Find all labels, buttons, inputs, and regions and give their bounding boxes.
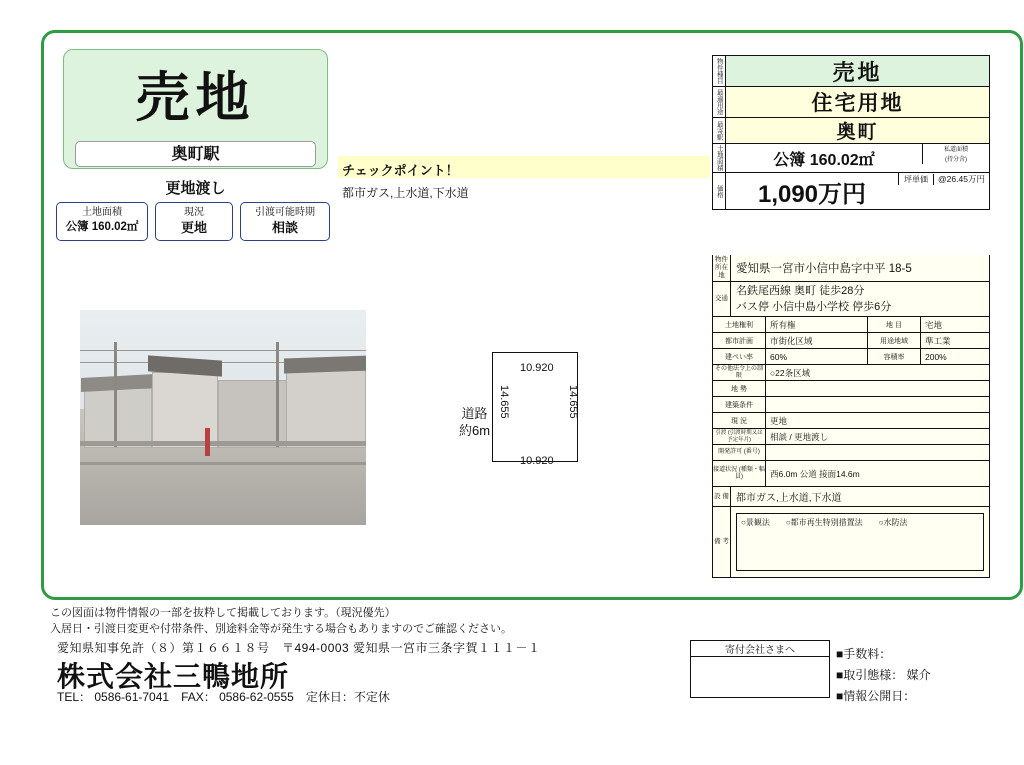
plot-road-line1: 道路 <box>461 406 488 421</box>
details-equip-label: 設 備 <box>713 487 731 506</box>
footer-note-1: この図面は物件情報の一部を抜粋して掲載しております。（現況優先） <box>50 607 396 619</box>
details-row-road <box>713 461 989 487</box>
panel-row-type-label: 物件種目 <box>713 56 726 86</box>
details-row-equip <box>713 487 989 507</box>
details-row-permit <box>713 445 989 461</box>
company-name: 株式会社三鴨地所 <box>57 661 290 692</box>
panel-private-road-sub: (持分含) <box>945 157 967 163</box>
photo-fence <box>80 441 366 446</box>
panel-row-use-value: 住宅用地 <box>726 87 989 117</box>
panel-row-price-label: 価格 <box>713 173 726 209</box>
spec-land-area-value: 公簿 160.02㎡ <box>65 221 139 233</box>
spec-land-area-label: 土地面積 <box>82 207 122 218</box>
footer-publish-date: ■情報公開日： <box>836 689 916 703</box>
photo-marker <box>205 428 210 456</box>
details-equip-value: 都市ガス,上水道,下水道 <box>736 493 842 504</box>
details-other-label: その他法令上の制限 <box>713 365 766 380</box>
details-memo-checks: ○景観法 ○都市再生特別措置法 ○水防法 <box>741 518 908 527</box>
details-address-row <box>713 255 989 282</box>
panel-private-road <box>922 144 989 164</box>
plot-dim-top: 10.920 <box>520 362 554 374</box>
checkpoint-text: 都市ガス,上水道,下水道 <box>342 186 469 200</box>
plot-road-label <box>459 405 490 439</box>
panel-row-use-label: 最適用途 <box>713 87 726 117</box>
spec-status-value: 更地 <box>180 220 207 235</box>
panel-row-type-value: 売地 <box>726 56 989 86</box>
photo-house <box>84 388 152 448</box>
panel-row-type <box>713 56 989 87</box>
details-coverage-value: 60% <box>770 351 788 362</box>
spec-status-label: 現況 <box>184 207 204 218</box>
checkpoint-title: チェックポイント！ <box>342 163 459 178</box>
details-handover-value: 相談 / 更地渡し <box>770 431 829 442</box>
details-landcat-value: 宅地 <box>925 319 943 330</box>
details-panel <box>712 255 990 578</box>
panel-unit-price-label: 坪単価 <box>899 174 934 185</box>
summary-panel <box>712 55 990 210</box>
details-road-label: 接道状況 (種類・幅員) <box>713 461 766 486</box>
stamp-box-header: 寄付会社さまへ <box>691 641 829 657</box>
details-road-value: 西6.0m 公道 接面14.6m <box>770 468 860 479</box>
handover-note: 更地渡し <box>165 180 226 197</box>
panel-row-station <box>713 118 989 144</box>
headline-badge-title: 売地 <box>135 68 256 128</box>
details-far-value: 200% <box>925 351 947 362</box>
plot-dim-right: 14.655 <box>567 385 579 419</box>
panel-row-price <box>713 173 989 209</box>
details-other-value: ○22条区域 <box>770 367 811 378</box>
panel-row-station-value: 奥町 <box>726 118 989 143</box>
details-handover-label: 引渡 (引渡時期又は予定年月) <box>713 429 766 444</box>
details-row-terrain <box>713 381 989 397</box>
plot-dim-left: 14.655 <box>498 385 510 419</box>
photo-house <box>218 380 290 448</box>
panel-row-area-label: 土地面積 <box>713 144 726 172</box>
details-zoning-label: 用途地域 <box>867 333 921 348</box>
panel-private-road-label: 私道面積 <box>943 147 968 153</box>
photo-house <box>286 370 366 448</box>
spec-handover-label: 引渡可能時期 <box>255 207 315 218</box>
details-status-label: 現 況 <box>713 413 766 428</box>
footer-note-2: 入居日・引渡日変更や付帯条件、別途料金等が発生する場合もありますのでご確認ください。 <box>50 623 512 635</box>
details-permit-value <box>766 445 989 460</box>
details-row-status <box>713 413 989 429</box>
panel-unit-price-value: @26.45万円 <box>938 174 985 184</box>
panel-unit-price <box>898 173 989 185</box>
photo-utility-pole <box>114 342 117 447</box>
details-terrain-value <box>766 381 989 396</box>
photo-utility-pole <box>276 342 279 447</box>
details-row-rights <box>713 317 989 333</box>
details-build-value <box>766 397 989 412</box>
details-address-label: 物件所在地 <box>713 255 731 281</box>
plot-dim-bottom: 10.920 <box>520 455 554 467</box>
details-build-label: 建築条件 <box>713 397 766 412</box>
panel-row-price-value: 1,090万円 <box>757 180 867 208</box>
details-row-other <box>713 365 989 381</box>
details-transport-1: 名鉄尾西線 奥町 徒歩28分 <box>736 285 865 297</box>
details-cityplan-label: 都市計画 <box>713 333 766 348</box>
details-status-value: 更地 <box>770 415 788 426</box>
footer-deal-type: ■取引態様： 媒介 <box>836 668 931 682</box>
panel-row-area-value: 公簿 160.02㎡ <box>773 151 875 169</box>
details-address-value: 愛知県一宮市小信中島字中平 18-5 <box>736 263 912 275</box>
details-far-label: 容積率 <box>867 349 921 364</box>
license-line: 愛知県知事免許（８）第１６６１８号 〒494-0003 愛知県一宮市三条字賀１１１－１ <box>57 641 541 655</box>
spec-land-area <box>56 202 148 241</box>
details-coverage-label: 建ぺい率 <box>713 349 766 364</box>
details-rights-value: 所有権 <box>770 319 796 330</box>
spec-row <box>56 202 336 241</box>
details-zoning-value: 準工業 <box>925 335 951 346</box>
details-cityplan-value: 市街化区域 <box>770 335 813 346</box>
details-row-build <box>713 397 989 413</box>
details-memo-body <box>731 507 989 577</box>
details-row-memo <box>713 507 989 577</box>
details-terrain-label: 地 勢 <box>713 381 766 396</box>
station-name: 奥町駅 <box>75 141 316 167</box>
details-permit-label: 開発許可 (番号) <box>713 445 766 460</box>
property-photo <box>80 310 366 525</box>
details-transport-label: 交通 <box>713 282 731 316</box>
details-memo-label: 備 考 <box>713 507 731 577</box>
details-row-handover <box>713 429 989 445</box>
contact-line: TEL： 0586-61-7041 FAX： 0586-62-0555 定休日：不定休 <box>57 690 390 704</box>
spec-handover-value: 相談 <box>271 220 298 235</box>
photo-kerb <box>80 462 366 465</box>
details-row-cityplan <box>713 333 989 349</box>
panel-row-station-label: 最寄駅 <box>713 118 726 143</box>
stamp-box <box>690 640 830 698</box>
details-landcat-label: 地 目 <box>867 317 921 332</box>
photo-wire <box>80 350 366 351</box>
panel-row-area <box>713 144 989 173</box>
spec-handover <box>240 202 330 241</box>
spec-status <box>155 202 233 241</box>
details-transport-2: バス停 小信中島小学校 停歩6分 <box>736 301 892 313</box>
details-row-coverage <box>713 349 989 365</box>
details-transport-row <box>713 282 989 317</box>
details-rights-label: 土地権利 <box>713 317 766 332</box>
footer-fee: ■手数料： <box>836 647 892 661</box>
details-memo-box <box>736 513 984 571</box>
plot-road-line2: 約6m <box>459 423 491 438</box>
panel-row-use <box>713 87 989 118</box>
